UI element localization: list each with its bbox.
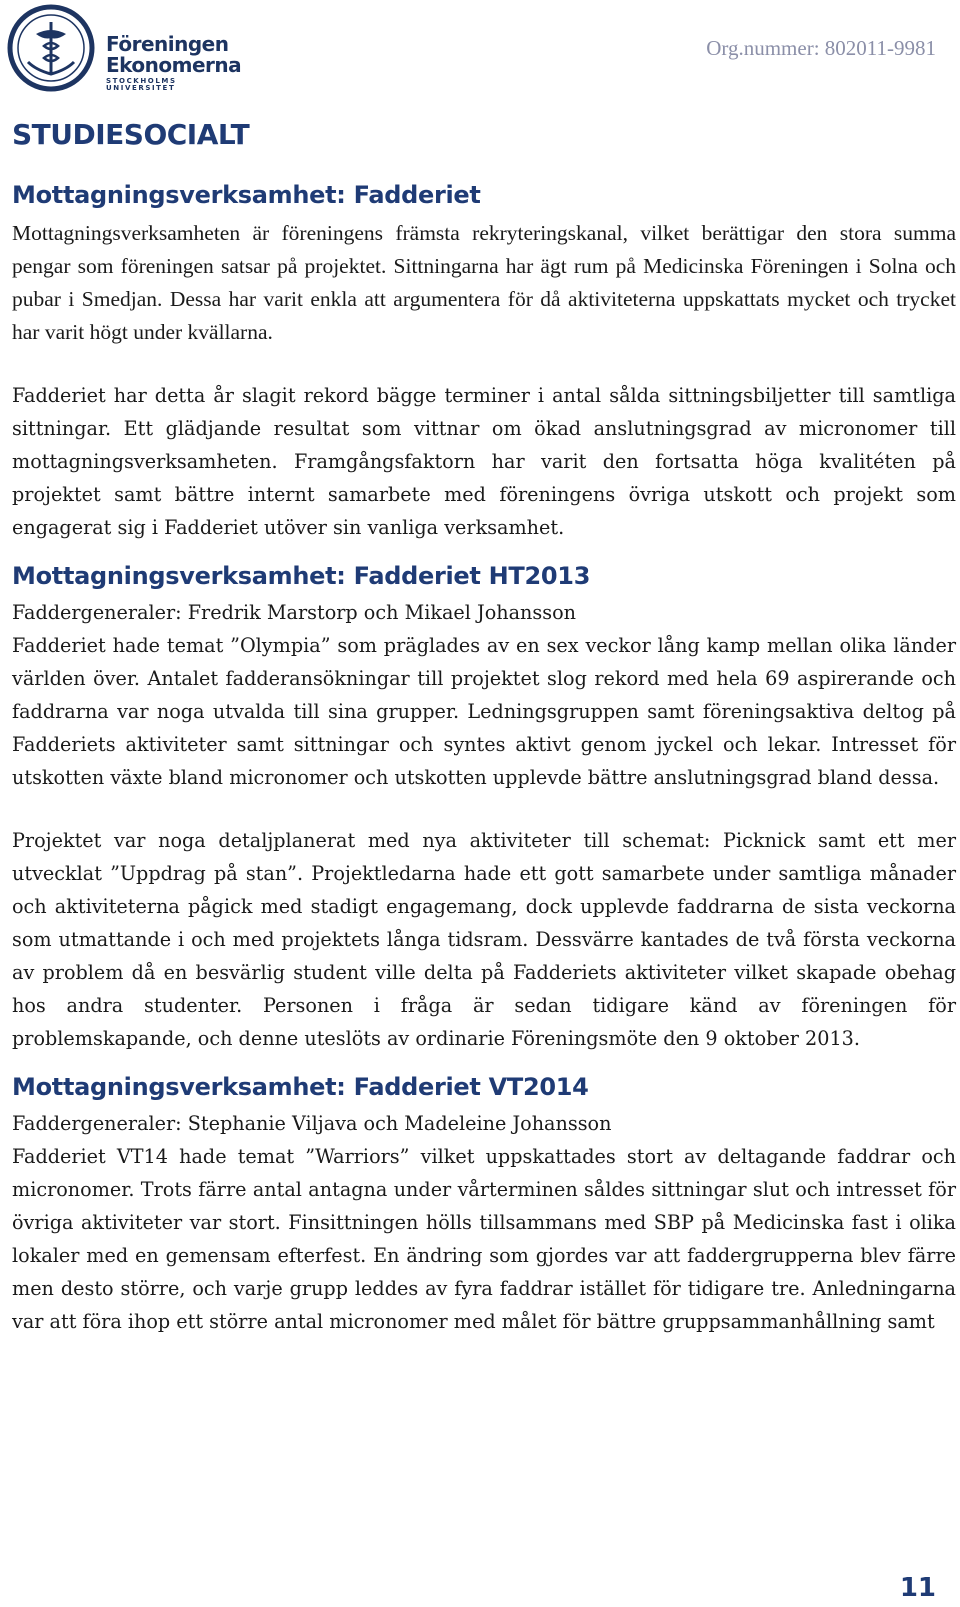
- org-number: Org.nummer: 802011-9981: [706, 36, 936, 60]
- paragraph: Fadderiet har detta år slagit rekord bägge terminer i antal sålda sittningsbiljetter till samtliga sittningar. Ett glädjande resultat som vittnar om ökad anslutningsgrad av micronomer till mottagningsverksamheten. Framgångsfaktorn har varit den fortsatta höga kvalitéten på projektet samt bättre internt samarbete med föreningens övriga utskott och projekt som engagerat sig i Fadderiet utöver sin vanliga verksamhet.: [12, 384, 956, 539]
- section-heading-vt2014: Mottagningsverksamhet: Fadderiet VT2014: [12, 1073, 589, 1101]
- logo-line-2: Ekonomerna: [106, 53, 242, 77]
- seal-icon: [6, 4, 96, 92]
- paragraph: [12, 217, 956, 349]
- paragraph: Projektet var noga detaljplanerat med nya aktiviteter till schemat: Picknick samt ett mer utvecklat ”Uppdrag på stan”. Projektledarna hade ett gott samarbete under samtliga månader och aktiviteterna pågick med stadigt engagemang, dock upplevde faddrarna de sista veckorna som utmattande i och med projektets långa tidsram. Dessvärre kantades de två första veckorna av problem då en besvärlig student ville delta på Fadderiets aktiviteter vilket skapade obehag hos andra studenter. Personen i fråga är sedan tidigare känd av föreningen för problemskapande, och denne uteslöts av ordinarie Föreningsmöte den 9 oktober 2013.: [12, 829, 956, 1050]
- paragraph: Fadderiet VT14 hade temat ”Warriors” vilket uppskattades stort av deltagande faddrar och micronomer. Trots färre antal antagna under vårterminen såldes sittningar slut och intresset för övriga aktiviteter var stort. Finsittningen hölls tillsammans med SBP på Medicinska fast i olika lokaler med en gemensam efterfest. En ändring som gjordes var att faddergrupperna blev färre men desto större, och varje grupp leddes av fyra faddrar istället för tidigare tre. Anledningarna var att föra ihop ett större antal micronomer med målet för bättre gruppsammanhållning samt: [12, 1145, 956, 1333]
- section-title: STUDIESOCIALT: [12, 118, 250, 151]
- faddergeneraler-line: Faddergeneraler: Fredrik Marstorp och Mikael Johansson: [12, 601, 577, 624]
- section-heading-fadderiet: Mottagningsverksamhet: Fadderiet: [12, 181, 481, 209]
- paragraph-text: Mottagningsverksamheten är föreningens främsta rekryteringskanal, vilket berättigar den stora summa pengar som föreningen satsar på projektet. Sittningarna har ägt rum på Medicinska Föreningen i Solna och pubar i Smedjan. Dessa har varit enkla att argumentera för då aktiviteterna uppskattats mycket och trycket har varit högt under kvällarna.: [12, 221, 956, 344]
- association-logo: [6, 4, 242, 92]
- section-heading-ht2013: Mottagningsverksamhet: Fadderiet HT2013: [12, 562, 591, 590]
- document-body: [12, 118, 956, 1338]
- page-header: [0, 0, 960, 100]
- logo-wordmark: [106, 34, 241, 92]
- paragraph: Fadderiet hade temat ”Olympia” som präglades av en sex veckor lång kamp mellan olika länder världen över. Antalet fadderansökningar till projektet slog rekord med hela 69 aspirerande och faddrarna var noga utvalda till sina grupper. Ledningsgruppen samt föreningsaktiva deltog på Fadderiets aktiviteter samt sittningar och syntes aktivt genom jyckel och lekar. Intresset för utskotten växte bland micronomer och utskotten upplevde bättre anslutningsgrad bland dessa.: [12, 634, 956, 789]
- faddergeneraler-line: Faddergeneraler: Stephanie Viljava och Madeleine Johansson: [12, 1112, 612, 1135]
- logo-line-3: STOCKHOLMS UNIVERSITET: [106, 77, 177, 92]
- page-number: 11: [899, 1573, 936, 1603]
- logo-line-1: Föreningen: [106, 32, 229, 56]
